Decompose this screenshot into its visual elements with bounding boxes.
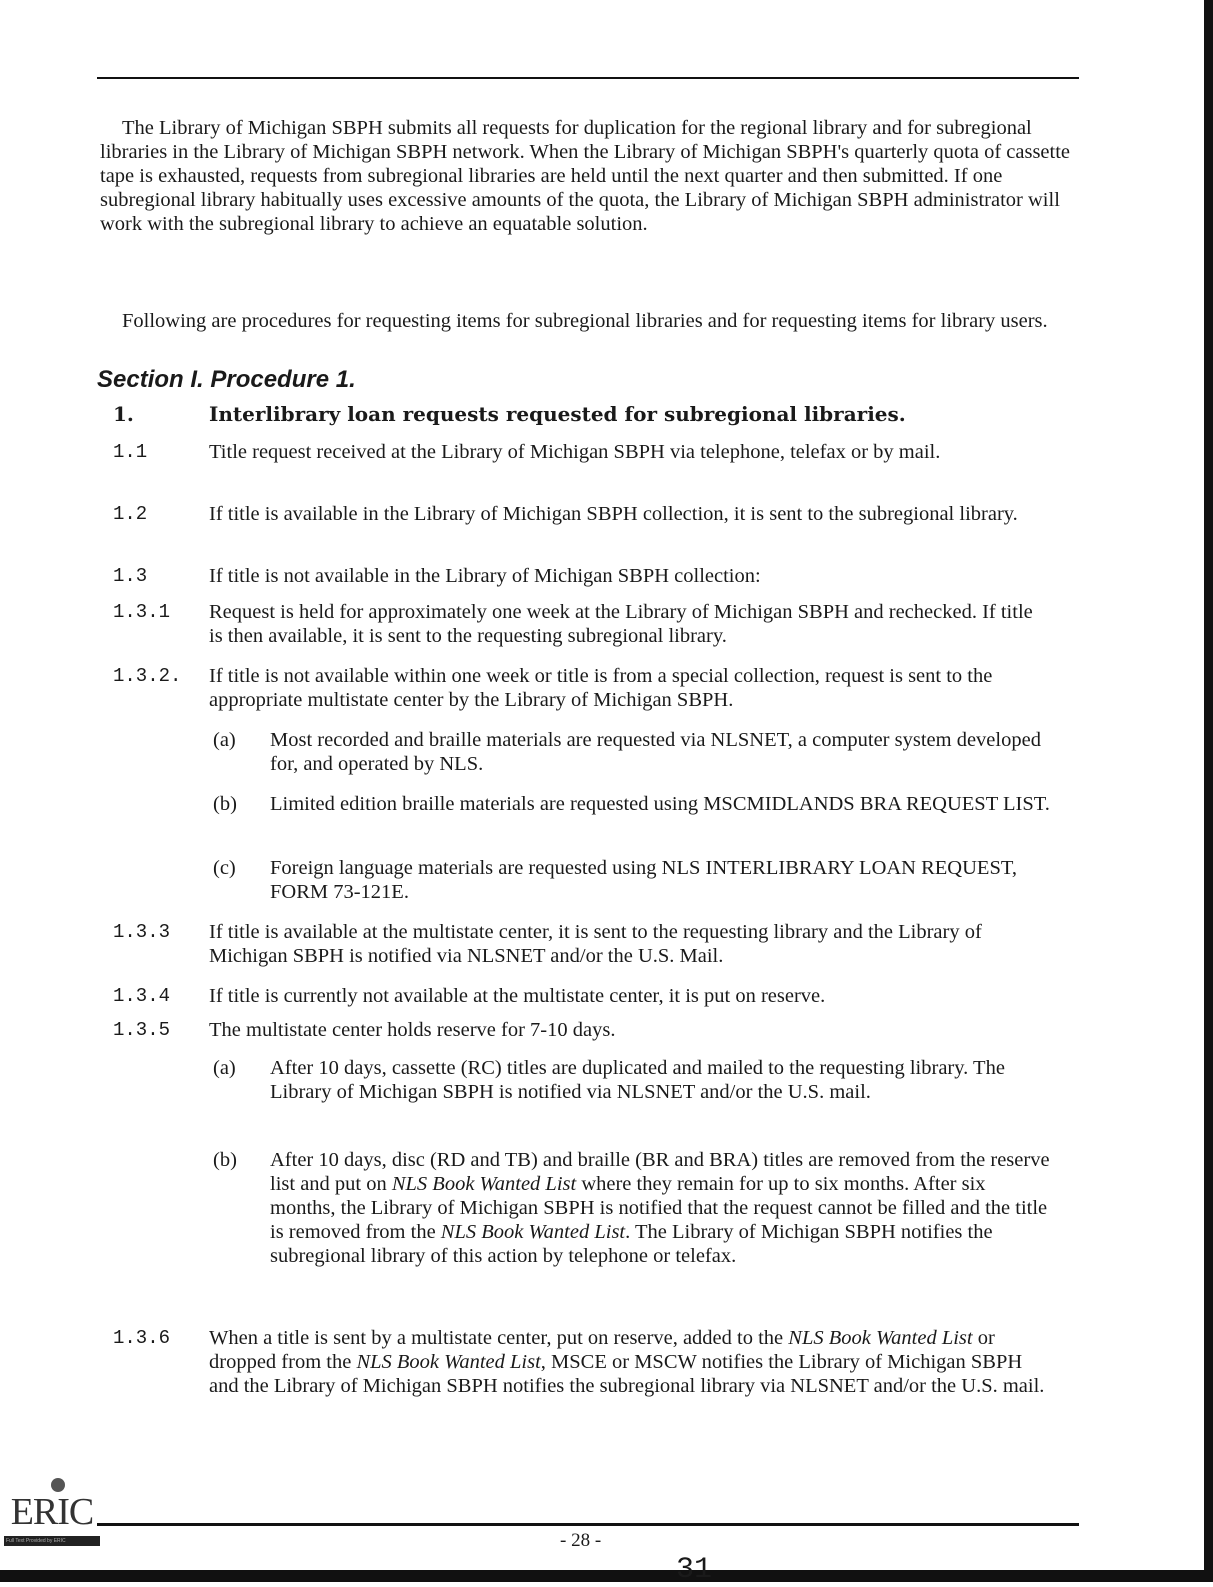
page-number: 31 [676,1553,713,1587]
step-number: 1.3.5 [113,1019,171,1041]
scan-border-right [1204,0,1213,1582]
substep-text [270,1148,1053,1268]
substep-letter: (b) [213,1149,237,1171]
substep-text-part: After 10 days, disc (RD and TB) and braille (BR and BRA) titles are removed from the reserve list and put on [270,1149,1050,1195]
step-number: 1.3.4 [113,985,171,1007]
step-text-part: or dropped from the [209,1327,995,1373]
step-number: 1.3.3 [113,921,171,943]
logo-band: Full Text Provided by ERIC [4,1536,100,1546]
logo-wordmark: ERIC [10,1491,94,1533]
eric-logo [2,1478,102,1568]
substep-text-part: . The Library of Michigan SBPH notifies the subregional library of this action by telephone or telefax. [270,1221,993,1267]
section-title: Section I. Procedure 1. [97,366,356,393]
step-number: 1.3 [113,565,148,587]
substep-text: Most recorded and braille materials are requested via NLSNET, a computer system developed for, and operated by NLS. [270,729,1041,775]
step-text: Request is held for approximately one week at the Library of Michigan SBPH and rechecked. If title is then available, it is sent to the requesting subregional library. [209,601,1033,647]
book-list-title: NLS Book Wanted List [356,1351,541,1373]
step-number: 1.1 [113,441,148,463]
step-number: 1.3.1 [113,601,171,623]
substep-text: After 10 days, cassette (RC) titles are duplicated and mailed to the requesting library. The Library of Michigan SBPH is notified via NLSNET and/or the U.S. mail. [270,1057,1005,1103]
substep-letter: (a) [213,1057,236,1079]
bottom-rule [97,1523,1079,1526]
book-list-title: NLS Book Wanted List [391,1173,577,1195]
substep-letter: (b) [213,793,237,815]
step-text: The multistate center holds reserve for 7-10 days. [209,1019,616,1041]
substep-text: Limited edition braille materials are requested using MSCMIDLANDS BRA REQUEST LIST. [270,793,1050,815]
book-list-title: NLS Book Wanted List [788,1327,973,1349]
step-text: If title is not available in the Library of Michigan SBPH collection: [209,565,761,587]
scan-border-bottom [0,1570,1213,1582]
step-text: If title is available in the Library of Michigan SBPH collection, it is sent to the subregional library. [209,503,1018,525]
step-text: If title is currently not available at the multistate center, it is put on reserve. [209,985,826,1007]
step-text [209,1326,1051,1398]
step-text: Interlibrary loan requests requested for subregional libraries. [209,402,906,426]
step-number: 1.3.2. [113,665,182,687]
intro-paragraph-2: Following are procedures for requesting items for subregional libraries and for requesting items for library users. [122,310,1048,332]
step-number: 1.3.6 [113,1327,171,1349]
page-label: - 28 - [560,1530,602,1551]
substep-text: Foreign language materials are requested using NLS INTERLIBRARY LOAN REQUEST, FORM 73-121E. [270,857,1017,903]
intro-paragraph-1: The Library of Michigan SBPH submits all requests for duplication for the regional library and for subregional libraries in the Library of Michigan SBPH network. When the Library of Michigan SBPH's quarterly quota of cassette tape is exhausted, requests from subregional libraries are held until the next quarter and then submitted. If one subregional library habitually uses excessive amounts of the quota, the Library of Michigan SBPH administrator will work with the subregional library to achieve an equatable solution. [100,117,1071,235]
step-text: Title request received at the Library of Michigan SBPH via telephone, telefax or by mail. [209,441,941,463]
book-list-title: NLS Book Wanted List [440,1221,626,1243]
step-number: 1. [113,402,134,426]
top-rule [97,77,1079,79]
substep-text-part: where they remain for up to six months. After six months, the Library of Michigan SBPH is notified that the request cannot be filled and the title is removed from the [270,1173,1048,1243]
step-number: 1.2 [113,503,148,525]
substep-letter: (a) [213,729,236,751]
step-text: If title is available at the multistate center, it is sent to the requesting library and the Library of Michigan SBPH is notified via NLSNET and/or the U.S. Mail. [209,921,982,967]
step-text-part: When a title is sent by a multistate center, put on reserve, added to the [209,1327,789,1349]
substep-letter: (c) [213,857,236,879]
step-text: If title is not available within one week or title is from a special collection, request is sent to the appropriate multistate center by the Library of Michigan SBPH. [209,665,993,711]
step-text-part: , MSCE or MSCW notifies the Library of Michigan SBPH and the Library of Michigan SBPH notifies the subregional library via NLSNET and/or the U.S. mail. [209,1351,1045,1397]
